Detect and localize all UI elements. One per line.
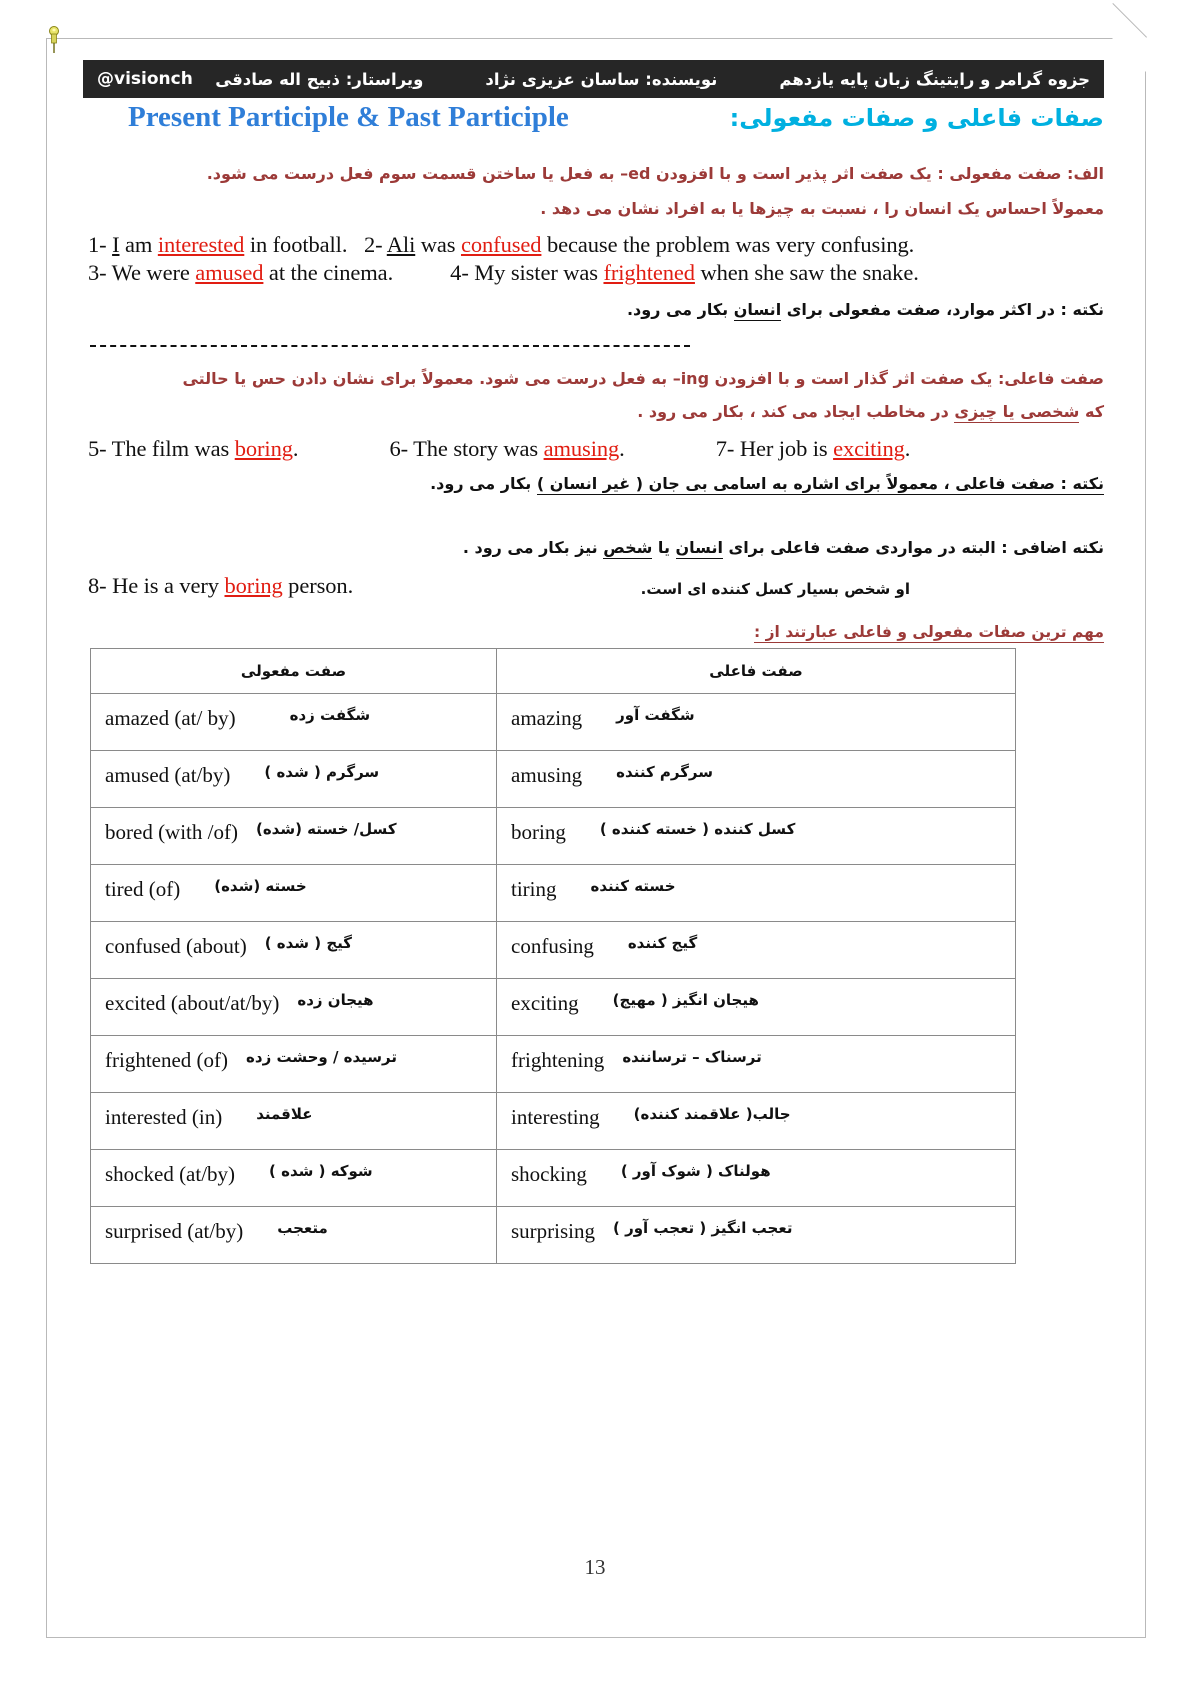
table-cell-passive bbox=[91, 979, 497, 1036]
note-3-underlined-1: انسان bbox=[675, 538, 723, 557]
active-adjective-en: confusing bbox=[511, 934, 594, 958]
example-2-keyword: confused bbox=[460, 232, 542, 257]
page-title-persian: صفات فاعلی و صفات مفعولی: bbox=[729, 104, 1104, 132]
note-3-mid: یا bbox=[652, 538, 676, 557]
active-adjective-fa: تعجب انگیز ( تعجب آور ) bbox=[613, 1219, 793, 1237]
active-adjective-en: tiring bbox=[511, 877, 557, 901]
passive-adjective-en: confused (about) bbox=[105, 934, 247, 958]
table-row bbox=[91, 1036, 1016, 1093]
example-7-post: . bbox=[904, 436, 911, 461]
active-adjective-en: boring bbox=[511, 820, 566, 844]
note-2 bbox=[83, 472, 1104, 497]
table-cell-passive bbox=[91, 1150, 497, 1207]
passive-adjective-fa: متعجب bbox=[277, 1219, 328, 1237]
example-8-translation: او شخص بسیار کسل کننده ای است. bbox=[640, 580, 910, 598]
note-1-post: بکار می رود. bbox=[626, 300, 734, 319]
table-row bbox=[91, 865, 1016, 922]
example-3-number: 3- bbox=[88, 260, 107, 285]
example-5-keyword: boring bbox=[234, 436, 293, 461]
example-6-pre: The story was bbox=[413, 436, 544, 461]
passive-adjective-en: bored (with /of) bbox=[105, 820, 238, 844]
example-4-pre: My sister was bbox=[474, 260, 604, 285]
active-adjective-fa: هولناک ( شوک آور ) bbox=[620, 1162, 771, 1180]
example-4-number: 4- bbox=[450, 260, 469, 285]
passive-adjective-fa: خسته (شده) bbox=[214, 877, 307, 895]
active-adjective-fa: گیج کننده bbox=[627, 934, 698, 952]
example-6-number: 6- bbox=[389, 436, 409, 461]
example-1-post: in football. bbox=[244, 232, 348, 257]
title-row bbox=[83, 101, 1104, 146]
table-cell-passive bbox=[91, 808, 497, 865]
note-3-pre: نکته اضافی : البته در مواردی صفت فاعلی برای bbox=[722, 538, 1104, 557]
table-cell-active bbox=[497, 979, 1016, 1036]
example-3-keyword: amused bbox=[195, 260, 264, 285]
example-7-keyword: exciting bbox=[833, 436, 905, 461]
table-cell-active bbox=[497, 751, 1016, 808]
table-row bbox=[91, 1207, 1016, 1264]
example-6-post: . bbox=[619, 436, 625, 461]
table-cell-passive bbox=[91, 1093, 497, 1150]
page-title-english: Present Participle & Past Participle bbox=[128, 101, 569, 133]
table-header-active: صفت فاعلی bbox=[497, 649, 1016, 694]
author-label: نویسنده: ساسان عزیزی نژاد bbox=[485, 69, 718, 89]
passive-adjective-fa: شگفت زده bbox=[289, 706, 371, 724]
example-1-pre: am bbox=[119, 232, 158, 257]
editor-label: ویراستار: ذبیح اله صادقی bbox=[215, 69, 424, 89]
section-a-line2: معمولاً احساس یک انسان را ، نسبت به چیزها یا به افراد نشان می دهد . bbox=[540, 199, 1104, 218]
example-6-keyword: amusing bbox=[543, 436, 620, 461]
section-b-line1: صفت فاعلی: یک صفت اثر گذار است و با افزودن ing– به فعل درست می شود. معمولاً برای نشان دادن حس یا حالتی bbox=[182, 369, 1104, 388]
note-3-post: نیز بکار می رود . bbox=[462, 538, 604, 557]
page-fold-corner bbox=[1112, 38, 1146, 72]
table-cell-passive bbox=[91, 694, 497, 751]
passive-adjective-en: tired (of) bbox=[105, 877, 181, 901]
passive-adjective-en: frightened (of) bbox=[105, 1048, 229, 1072]
table-cell-active bbox=[497, 1150, 1016, 1207]
active-adjective-en: shocking bbox=[511, 1162, 587, 1186]
table-row bbox=[91, 979, 1016, 1036]
example-line-5-7 bbox=[88, 436, 910, 462]
example-5-pre: The film was bbox=[111, 436, 235, 461]
passive-adjective-en: surprised (at/by) bbox=[105, 1219, 244, 1243]
passive-adjective-en: amused (at/by) bbox=[105, 763, 231, 787]
example-2-number: 2- bbox=[363, 232, 383, 257]
page-number: 13 bbox=[584, 1555, 606, 1579]
passive-adjective-en: shocked (at/by) bbox=[105, 1162, 236, 1186]
passive-adjective-en: amazed (at/ by) bbox=[105, 706, 236, 730]
table-intro: مهم ترین صفات مفعولی و فاعلی عبارتند از : bbox=[753, 623, 1104, 641]
participles-table bbox=[90, 648, 1016, 1264]
page-fold-line bbox=[1112, 3, 1147, 38]
passive-adjective-fa: کسل/ خسته (شده) bbox=[255, 820, 397, 838]
example-8-pre: He is a very bbox=[112, 573, 225, 598]
example-4-post: when she saw the snake. bbox=[694, 260, 919, 285]
table-header-passive: صفت مفعولی bbox=[91, 649, 497, 694]
table-cell-active bbox=[497, 922, 1016, 979]
section-b-line2 bbox=[83, 400, 1104, 425]
example-7-number: 7- bbox=[715, 436, 735, 461]
section-b-line2-pre: که bbox=[1079, 402, 1104, 421]
example-4-keyword: frightened bbox=[603, 260, 695, 285]
active-adjective-fa: جالب( علاقمند کننده) bbox=[633, 1105, 791, 1123]
example-3-pre: We were bbox=[111, 260, 196, 285]
table-row bbox=[91, 751, 1016, 808]
table-row bbox=[91, 1150, 1016, 1207]
table-row bbox=[91, 694, 1016, 751]
note-3-underlined-2: شخص bbox=[603, 538, 653, 557]
social-handle: @visionch bbox=[97, 69, 193, 89]
note-2-post: بکار می رود. bbox=[430, 474, 537, 493]
active-adjective-en: amusing bbox=[511, 763, 583, 787]
example-5-number: 5- bbox=[88, 436, 107, 461]
example-line-1-2 bbox=[88, 232, 914, 258]
document-header-bar bbox=[83, 60, 1104, 98]
active-adjective-en: interesting bbox=[511, 1105, 600, 1129]
section-b-line2-post: در مخاطب ایجاد می کند ، بکار می رود . bbox=[637, 402, 955, 421]
active-adjective-en: amazing bbox=[511, 706, 583, 730]
example-7-pre: Her job is bbox=[739, 436, 834, 461]
section-divider bbox=[90, 345, 690, 347]
table-row bbox=[91, 922, 1016, 979]
active-adjective-en: exciting bbox=[511, 991, 579, 1015]
example-5-post: . bbox=[292, 436, 299, 461]
table-cell-passive bbox=[91, 865, 497, 922]
passive-adjective-fa: ترسیده / وحشت زده bbox=[246, 1048, 397, 1066]
table-cell-active bbox=[497, 1093, 1016, 1150]
active-adjective-en: frightening bbox=[511, 1048, 605, 1072]
table-cell-passive bbox=[91, 751, 497, 808]
example-8-post: person. bbox=[282, 573, 354, 598]
table-row bbox=[91, 1093, 1016, 1150]
active-adjective-fa: سرگرم کننده bbox=[616, 763, 714, 781]
active-adjective-fa: شگفت آور bbox=[616, 706, 695, 724]
table-cell-passive bbox=[91, 1207, 497, 1264]
note-1-pre: نکته : در اکثر موارد، صفت مفعولی برای bbox=[781, 300, 1104, 319]
section-b-line2-underlined: شخصی یا چیزی bbox=[954, 402, 1080, 421]
table-header-row bbox=[91, 649, 1016, 694]
booklet-title: جزوه گرامر و رایتینگ زبان پایه یازدهم bbox=[779, 69, 1090, 89]
note-3 bbox=[83, 536, 1104, 561]
passive-adjective-fa: سرگرم ( شده ) bbox=[264, 763, 380, 781]
example-1-keyword: interested bbox=[157, 232, 245, 257]
table-cell-passive bbox=[91, 922, 497, 979]
passive-adjective-en: interested (in) bbox=[105, 1105, 223, 1129]
table-cell-passive bbox=[91, 1036, 497, 1093]
example-1-subject: I bbox=[112, 232, 120, 257]
example-8-keyword: boring bbox=[224, 573, 283, 598]
active-adjective-en: surprising bbox=[511, 1219, 595, 1243]
example-1-number: 1- bbox=[88, 232, 107, 257]
example-3-post: at the cinema. bbox=[263, 260, 394, 285]
passive-adjective-fa: شوکه ( شده ) bbox=[269, 1162, 373, 1180]
note-1-underlined: انسان bbox=[733, 300, 782, 319]
passive-adjective-fa: گیج ( شده ) bbox=[264, 934, 353, 952]
note-2-pre: نکته : صفت فاعلی ، معمولاً برای اشاره به bbox=[766, 474, 1104, 493]
active-adjective-fa: کسل کننده ( خسته کننده ) bbox=[599, 820, 796, 838]
example-2-pre: was bbox=[415, 232, 461, 257]
table-cell-active bbox=[497, 1207, 1016, 1264]
passive-adjective-fa: علاقمند bbox=[256, 1105, 313, 1123]
passive-adjective-fa: هیجان زده bbox=[297, 991, 374, 1009]
table-cell-active bbox=[497, 808, 1016, 865]
example-line-8 bbox=[88, 573, 353, 599]
example-2-subject: Ali bbox=[386, 232, 416, 257]
note-1 bbox=[83, 298, 1104, 323]
table-cell-active bbox=[497, 865, 1016, 922]
table-cell-active bbox=[497, 694, 1016, 751]
active-adjective-fa: ترسناک – ترساننده bbox=[622, 1048, 762, 1066]
note-2-underlined: اسامی بی جان ( غیر انسان ) bbox=[536, 474, 767, 493]
example-line-3-4 bbox=[88, 260, 919, 286]
active-adjective-fa: خسته کننده bbox=[590, 877, 676, 895]
pushpin-icon bbox=[46, 26, 62, 56]
example-8-number: 8- bbox=[88, 573, 107, 598]
example-2-post: because the problem was very confusing. bbox=[541, 232, 915, 257]
table-row bbox=[91, 808, 1016, 865]
table-cell-active bbox=[497, 1036, 1016, 1093]
passive-adjective-en: excited (about/at/by) bbox=[105, 991, 280, 1015]
active-adjective-fa: هیجان انگیز ( مهیج) bbox=[612, 991, 759, 1009]
section-a-line1: الف: صفت مفعولی : یک صفت اثر پذیر است و با افزودن ed– به فعل یا ساختن قسمت سوم فعل درست می شود. bbox=[206, 164, 1104, 183]
